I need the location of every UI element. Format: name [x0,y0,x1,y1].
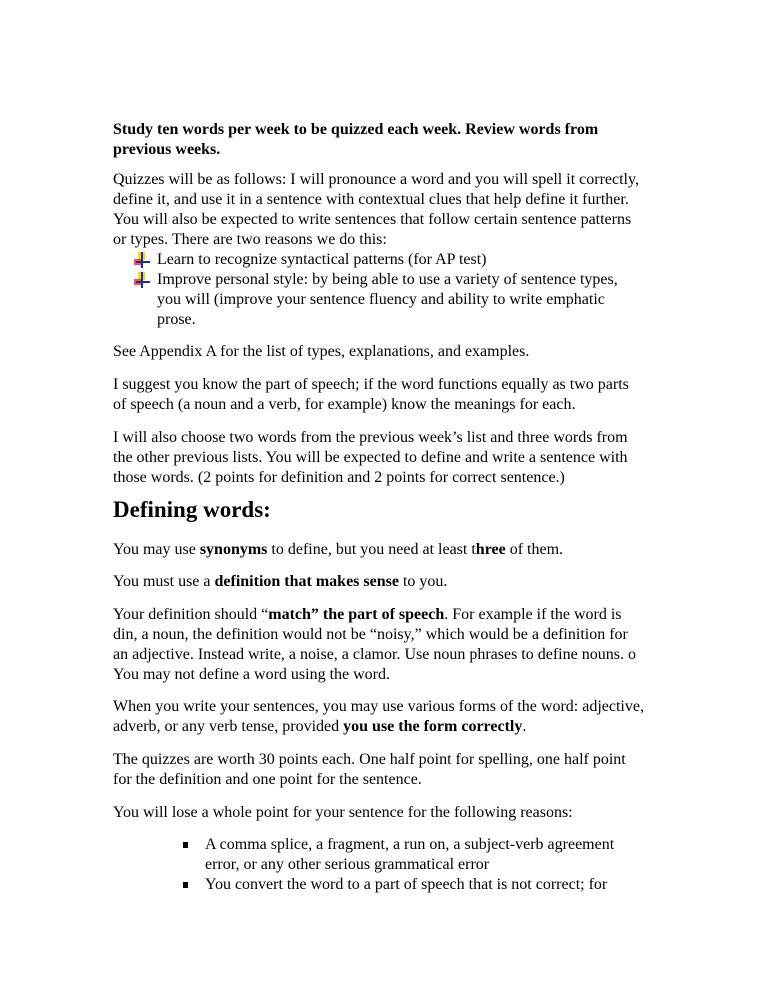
paragraph [113,375,733,415]
list-item [157,250,768,270]
text: for the definition and one point for the sentence. [113,771,422,788]
text-line [157,250,768,270]
bold-text: hree [475,541,506,558]
pushpin-icon [133,251,151,269]
text-line [113,750,733,770]
text: you will (improve your sentence fluency and ability to write emphatic [157,291,605,308]
text: Quizzes will be as follows: I will pronounce a word and you will spell it correctly, [113,171,639,188]
bold-text: you use the form correctly [343,718,523,735]
text: Learn to recognize syntactical patterns (for AP test) [157,251,487,268]
text: You convert the word to a part of speech that is not correct; for [205,876,608,893]
pushpin-icon [133,271,151,289]
text-line [113,140,733,160]
text: . For example if the word is [444,606,622,623]
text: Improve personal style: by being able to use a variety of sentence types, [157,271,618,288]
text-line [157,310,768,330]
text: of them. [505,541,564,558]
text-line [157,290,768,310]
bold-text: definition that makes sense [214,573,399,590]
list-item [205,875,768,895]
text-line [113,605,733,625]
text-line [113,803,733,823]
text-line [113,770,733,790]
text: adverb, or any verb tense, provided [113,718,344,735]
paragraph [113,572,733,592]
text: I will also choose two words from the previous week’s list and three words from [113,429,628,446]
text: You must use a [113,573,215,590]
text: The quizzes are worth 30 points each. One half point for spelling, one half point [113,751,626,768]
text-line [113,375,733,395]
square-bullet-icon [183,882,188,888]
paragraph [113,750,733,790]
text: of speech (a noun and a verb, for example) know the meanings for each. [113,396,576,413]
text: When you write your sentences, you may use various forms of the word: adjective, [113,698,644,715]
text: You will also be expected to write sentences that follow certain sentence patterns [113,211,632,228]
text: to define, but you need at least t [267,541,476,558]
text: Your definition should “ [113,606,269,623]
text: You may use [113,541,200,558]
paragraph [113,697,733,737]
bold-text: previous weeks. [113,141,221,158]
paragraph [113,803,733,823]
paragraph [113,428,733,488]
text: You may not define a word using the word. [113,666,391,683]
text-line [113,190,733,210]
paragraph [113,120,733,160]
text-line [113,665,733,685]
section-heading [113,496,733,524]
text: to you. [398,573,448,590]
text: define it, and use it in a sentence with contextual clues that help define it further. [113,191,629,208]
text-line [113,120,733,140]
text: A comma splice, a fragment, a run on, a subject-verb agreement [205,836,615,853]
text: or types. There are two reasons we do this: [113,231,387,248]
paragraph [113,605,733,685]
text: I suggest you know the part of speech; if the word functions equally as two parts [113,376,629,393]
text-line [113,540,733,560]
text-line [113,645,733,665]
text-line [113,170,733,190]
text-line [113,342,733,362]
text-line [157,270,768,290]
text-line [113,210,733,230]
text: an adjective. Instead write, a noise, a clamor. Use noun phrases to define nouns. o [113,646,636,663]
bold-text: Study ten words per week to be quizzed each week. Review words from [113,121,599,138]
list-item [205,835,768,875]
text-line [205,875,768,895]
text: Defining words: [113,497,271,522]
text: prose. [157,311,196,328]
text-line [113,697,733,717]
text: See Appendix A for the list of types, explanations, and examples. [113,343,530,360]
text-line [205,855,768,875]
text: the other previous lists. You will be expected to define and write a sentence with [113,449,628,466]
text: those words. (2 points for definition and 2 points for correct sentence.) [113,469,565,486]
text-line [113,572,733,592]
text-line [113,395,733,415]
text-line [113,230,733,250]
text-line [113,468,733,488]
list-item [157,270,768,330]
text: You will lose a whole point for your sentence for the following reasons: [113,804,573,821]
text-line [113,717,733,737]
text-line [205,835,768,855]
text-line [113,428,733,448]
text-line [113,625,733,645]
text-line [113,448,733,468]
text: . [522,718,527,735]
paragraph [113,540,733,560]
text: din, a noun, the definition would not be “noisy,” which would be a definition for [113,626,628,643]
bold-text: match” the part of speech [268,606,445,623]
square-bullet-icon [183,842,188,848]
paragraph [113,342,733,362]
text: error, or any other serious grammatical error [205,856,490,873]
bold-text: synonyms [199,541,268,558]
paragraph [113,170,733,250]
text-line [113,496,733,524]
